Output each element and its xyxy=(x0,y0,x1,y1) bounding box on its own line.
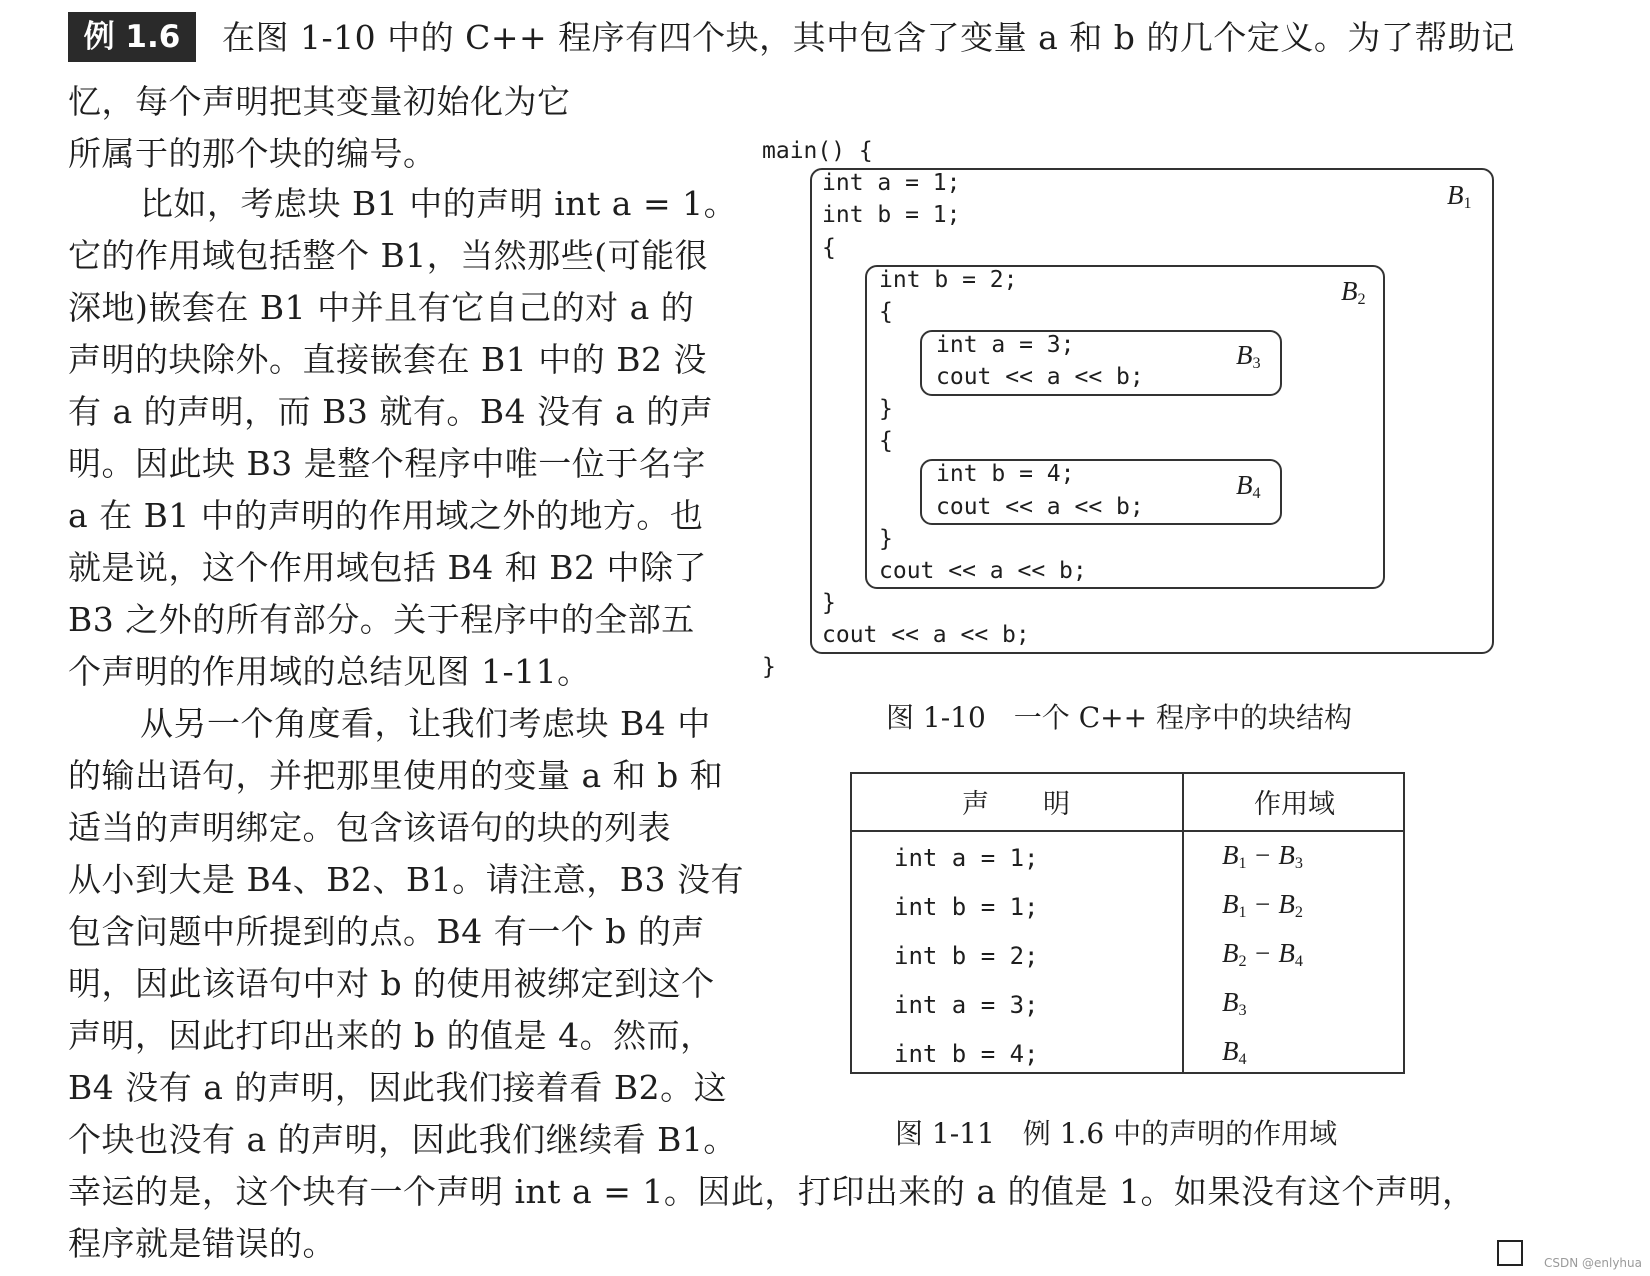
code-b3-l2: cout << a << b; xyxy=(936,364,1144,390)
p2-line: 个块也没有 a 的声明，因此我们继续看 B1。 xyxy=(68,1120,737,1159)
p1-line: 声明的块除外。直接嵌套在 B1 中的 B2 没 xyxy=(68,340,707,379)
code-main-close: } xyxy=(762,654,776,680)
table-cell-decl: int b = 2; xyxy=(894,942,1039,970)
p1-line: a 在 B1 中的声明的作用域之外的地方。也 xyxy=(68,496,704,535)
code-b1-l1: int a = 1; xyxy=(822,170,961,196)
p1-line: 就是说，这个作用域包括 B4 和 B2 中除了 xyxy=(68,548,707,587)
p1-line: 它的作用域包括整个 B1，当然那些(可能很 xyxy=(68,236,709,275)
p2-line: 适当的声明绑定。包含该语句的块的列表 xyxy=(68,808,671,847)
p2-line: 从小到大是 B4、B2、B1。请注意，B3 没有 xyxy=(68,860,744,899)
p2-line: 从另一个角度看，让我们考虑块 B4 中 xyxy=(140,704,711,743)
figure-1-11-caption: 图 1-11 例 1.6 中的声明的作用域 xyxy=(895,1117,1338,1150)
table-header-divider xyxy=(852,830,1403,832)
qed-box-icon xyxy=(1497,1240,1523,1266)
code-b4-l2: cout << a << b; xyxy=(936,494,1144,520)
code-b2-brace1: { xyxy=(879,299,893,325)
code-b2-close1: } xyxy=(879,396,893,422)
code-b2-brace2: { xyxy=(879,428,893,454)
label-b1: $B_1$ xyxy=(1447,180,1472,213)
table-cell-scope: $B_3$ xyxy=(1222,987,1247,1020)
table-cell-scope: $B_1 - B_2$ xyxy=(1222,889,1303,922)
table-cell-scope: $B_2 - B_4$ xyxy=(1222,938,1303,971)
p1-line: 有 a 的声明，而 B3 就有。B4 没有 a 的声 xyxy=(68,392,714,431)
p1-line: 个声明的作用域的总结见图 1-11。 xyxy=(68,652,591,691)
code-b1-brace: { xyxy=(822,235,836,261)
code-b3-l1: int a = 3; xyxy=(936,332,1075,358)
block-b2 xyxy=(865,265,1385,589)
figure-1-10-caption: 图 1-10 一个 C++ 程序中的块结构 xyxy=(886,701,1352,734)
p1-line: 比如，考虑块 B1 中的声明 int a = 1。 xyxy=(140,184,738,223)
table-cell-decl: int b = 1; xyxy=(894,893,1039,921)
p1-line: B3 之外的所有部分。关于程序中的全部五 xyxy=(68,600,695,639)
example-line-2: 忆，每个声明把其变量初始化为它 xyxy=(68,82,571,121)
example-line-1: 在图 1-10 中的 C++ 程序有四个块，其中包含了变量 a 和 b 的几个定义。为了帮助记 xyxy=(222,18,1515,57)
example-line-3: 所属于的那个块的编号。 xyxy=(68,134,437,173)
code-b2-l1: int b = 2; xyxy=(879,267,1018,293)
label-b2: $B_2$ xyxy=(1341,276,1366,309)
scope-table xyxy=(850,772,1405,1074)
tail-line-2: 程序就是错误的。 xyxy=(68,1224,336,1263)
code-main-open: main() { xyxy=(762,138,873,164)
p2-line: 的输出语句，并把那里使用的变量 a 和 b 和 xyxy=(68,756,724,795)
watermark: CSDN @enlyhua xyxy=(1543,1256,1642,1270)
code-b1-close: } xyxy=(822,590,836,616)
label-b3: $B_3$ xyxy=(1236,340,1261,373)
table-cell-decl: int a = 3; xyxy=(894,991,1039,1019)
table-header-declaration: 声 明 xyxy=(962,789,1070,820)
table-cell-scope: $B_4$ xyxy=(1222,1036,1247,1069)
code-b4-l1: int b = 4; xyxy=(936,461,1075,487)
example-badge: 例 1.6 xyxy=(68,12,196,62)
table-cell-decl: int b = 4; xyxy=(894,1040,1039,1068)
code-b1-cout: cout << a << b; xyxy=(822,622,1030,648)
p1-line: 明。因此块 B3 是整个程序中唯一位于名字 xyxy=(68,444,706,483)
p2-line: 声明，因此打印出来的 b 的值是 4。然而， xyxy=(68,1016,714,1055)
table-header-scope: 作用域 xyxy=(1254,789,1335,820)
p2-line: B4 没有 a 的声明，因此我们接着看 B2。这 xyxy=(68,1068,728,1107)
p2-line: 包含问题中所提到的点。B4 有一个 b 的声 xyxy=(68,912,705,951)
label-b4: $B_4$ xyxy=(1236,470,1261,503)
table-cell-decl: int a = 1; xyxy=(894,844,1039,872)
table-cell-scope: $B_1 - B_3$ xyxy=(1222,840,1303,873)
code-b2-cout: cout << a << b; xyxy=(879,558,1087,584)
table-column-divider xyxy=(1182,774,1184,1072)
code-b1-l2: int b = 1; xyxy=(822,202,961,228)
code-b2-close2: } xyxy=(879,526,893,552)
tail-line-1: 幸运的是，这个块有一个声明 int a = 1。因此，打印出来的 a 的值是 1。如果没有这个声明， xyxy=(68,1172,1476,1211)
p1-line: 深地)嵌套在 B1 中并且有它自己的对 a 的 xyxy=(68,288,695,327)
p2-line: 明，因此该语句中对 b 的使用被绑定到这个 xyxy=(68,964,715,1003)
